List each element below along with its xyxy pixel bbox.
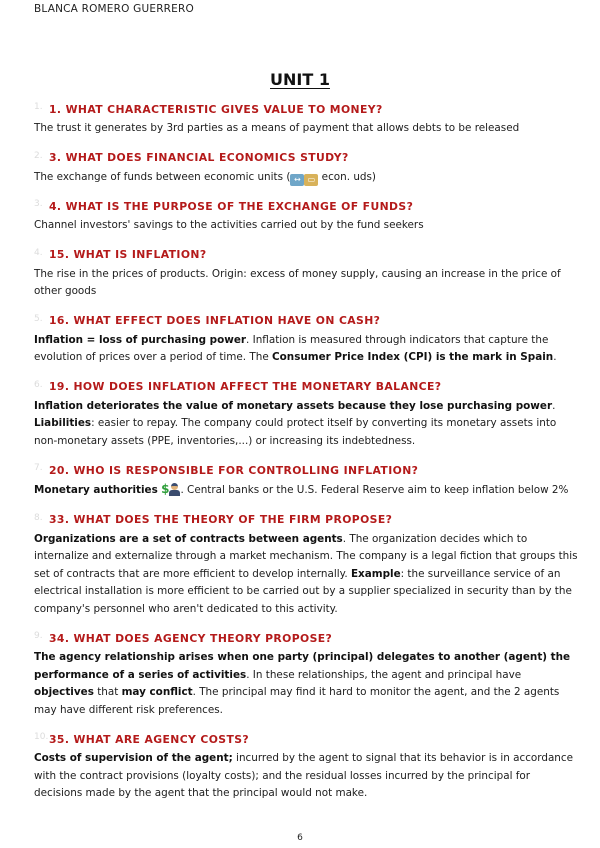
- question-heading: [34, 630, 580, 646]
- question-heading: [34, 462, 580, 478]
- line-number: 6.: [34, 379, 43, 390]
- answer-text: The exchange of funds between economic units ( ↔ ▭ econ. uds): [34, 170, 376, 184]
- line-number: 7.: [34, 463, 43, 473]
- line-number: 4.: [34, 247, 43, 258]
- line-number: 5.: [34, 313, 43, 324]
- line-number: 1.: [34, 102, 43, 112]
- question-text: 19. HOW DOES INFLATION AFFECT THE MONETARY BALANCE?: [49, 380, 442, 393]
- question-heading: [34, 731, 580, 747]
- question-text: 33. WHAT DOES THE THEORY OF THE FIRM PROPOSE?: [49, 513, 393, 526]
- question-heading: [34, 313, 580, 329]
- page-title: UNIT 1: [270, 70, 330, 89]
- question-text: 3. WHAT DOES FINANCIAL ECONOMICS STUDY?: [49, 151, 349, 164]
- police-officer-icon: [169, 483, 180, 496]
- banknote-icon: ▭: [304, 174, 318, 186]
- answer-text: The rise in the prices of products. Origin: excess of money supply, causing an increase in the price of other goods: [34, 267, 561, 297]
- line-number: 3.: [34, 199, 43, 209]
- dollar-sign-icon: $: [161, 482, 170, 496]
- question-text: 4. WHAT IS THE PURPOSE OF THE EXCHANGE OF FUNDS?: [49, 199, 414, 213]
- question-heading: [34, 198, 580, 214]
- question-heading: [34, 150, 580, 166]
- answer-text: Channel investors' savings to the activities carried out by the fund seekers: [34, 219, 424, 231]
- question-text: 34. WHAT DOES AGENCY THEORY PROPOSE?: [49, 631, 333, 645]
- answer-text: Inflation deteriorates the value of monetary assets because they lose purchasing power. Liabilities: easier to repay. The company could protect itself by converting its monetary assets into non-monetary assets (PPE, inventories,...) or increasing its indebtedness.: [34, 399, 557, 447]
- answer-text: Inflation = loss of purchasing power. Inflation is measured through indicators that capture the evolution of prices over a period of time. The Consumer Price Index (CPI) is the mark in Spain.: [34, 333, 557, 363]
- line-number: 8.: [34, 512, 43, 523]
- left-right-arrow-icon: ↔: [290, 174, 304, 186]
- question-heading: [34, 512, 580, 528]
- question-text: 16. WHAT EFFECT DOES INFLATION HAVE ON CASH?: [49, 314, 381, 327]
- answer-text: The trust it generates by 3rd parties as a means of payment that allows debts to be released: [34, 122, 520, 134]
- answer-text: Organizations are a set of contracts between agents. The organization decides which to internalize and externalize through a market mechanism. The company is a legal fiction that groups this set of contracts that are more efficient to develop internally. Example: the surveillance service of an electrical installation is more efficient to be carried out by a supplier specialized in security than by the company's personnel who aren't dedicated to this activity.: [34, 532, 578, 615]
- line-number: 2.: [34, 150, 43, 161]
- question-text: 1. WHAT CHARACTERISTIC GIVES VALUE TO MONEY?: [49, 102, 383, 116]
- line-number: 10.: [34, 732, 49, 742]
- author-name: BLANCA ROMERO GUERRERO: [34, 3, 194, 15]
- question-text: 35. WHAT ARE AGENCY COSTS?: [49, 732, 250, 746]
- answer-text: The agency relationship arises when one party (principal) delegates to another (agent) the performance of a series of activities. In these relationships, the agent and principal have objectives that may conflict. The principal may find it hard to monitor the agent, and the 2 agents may have different risk preferences.: [34, 651, 571, 716]
- answer-text: Monetary authorities $ . Central banks or the U.S. Federal Reserve aim to keep inflation below 2%: [34, 482, 569, 496]
- question-heading: [34, 101, 580, 117]
- answer-text: Costs of supervision of the agent; incurred by the agent to signal that its behavior is in accordance with the contract provisions (loyalty costs); and the residual losses incurred by the principal for decisions made by the agent that the principal would not make.: [34, 752, 574, 799]
- question-text: 20. WHO IS RESPONSIBLE FOR CONTROLLING INFLATION?: [49, 463, 419, 477]
- question-heading: [34, 379, 580, 395]
- page-number: 6: [297, 833, 303, 843]
- question-text: 15. WHAT IS INFLATION?: [49, 248, 207, 261]
- question-heading: [34, 247, 580, 263]
- line-number: 9.: [34, 631, 43, 641]
- document-body: [34, 101, 580, 815]
